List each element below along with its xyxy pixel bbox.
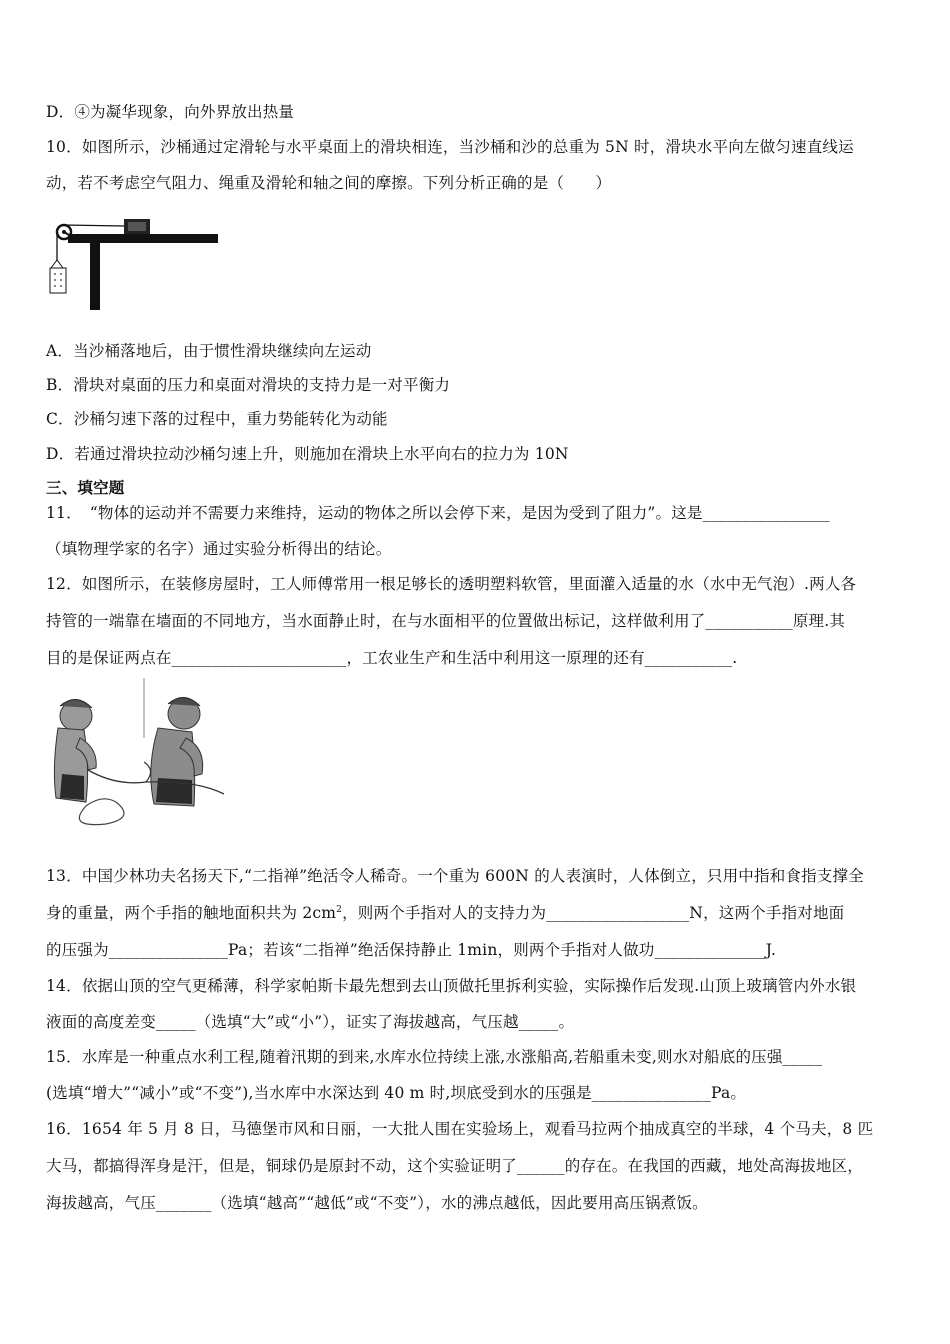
question-11-line-1: 11． “物体的运动并不需要力来维持，运动的物体之所以会停下来，是因为受到了阻力”。这是________________ [46,504,830,522]
option-10b: B．滑块对桌面的压力和桌面对滑块的支持力是一对平衡力 [46,376,451,394]
question-12-line-3: 目的是保证两点在______________________，工农业生产和生活中利用这一原理的还有___________. [46,649,738,667]
question-13-line-2-a: 身的重量，两个手指的触地面积共为 2cm [46,904,337,922]
workers-with-hose-illustration [46,678,228,828]
question-13-line-2-b: ，则两个手指对人的支持力为__________________N，这两个手指对地面 [342,904,845,922]
question-14-line-2: 液面的高度差变_____（选填“大”或“小”），证实了海拔越高，气压越_____。 [46,1013,575,1031]
option-9d: D．④为凝华现象，向外界放出热量 [46,103,295,121]
pulley-table-diagram [46,212,221,314]
question-12-line-2: 持管的一端靠在墙面的不同地方，当水面静止时，在与水面相平的位置做出标记，这样做利用了___________原理.其 [46,612,846,630]
question-11-line-2: （填物理学家的名字）通过实验分析得出的结论。 [46,540,392,558]
option-10a: A．当沙桶落地后，由于惯性滑块继续向左运动 [46,342,372,360]
option-10d: D．若通过滑块拉动沙桶匀速上升，则施加在滑块上水平向右的拉力为 10N [46,445,569,463]
option-10c: C．沙桶匀速下落的过程中，重力势能转化为动能 [46,410,388,428]
question-16-line-2: 大马，都搞得浑身是汗，但是，铜球仍是原封不动，这个实验证明了______的存在。在我国的西藏，地处高海拔地区， [46,1157,864,1175]
question-16-line-3: 海拔越高，气压_______（选填“越高”“越低”或“不变”），水的沸点越低，因此要用高压锅煮饭。 [46,1194,708,1212]
question-10-line-1: 10．如图所示，沙桶通过定滑轮与水平桌面上的滑块相连，当沙桶和沙的总重为 5N 时，滑块水平向左做匀速直线运 [46,138,854,156]
question-15-line-1: 15．水库是一种重点水利工程,随着汛期的到来,水库水位持续上涨,水涨船高,若船重未变,则水对船底的压强_____ [46,1048,823,1066]
question-12-line-1: 12．如图所示，在装修房屋时，工人师傅常用一根足够长的透明塑料软管，里面灌入适量的水（水中无气泡）.两人各 [46,575,857,593]
question-10-line-2: 动，若不考虑空气阻力、绳重及滑轮和轴之间的摩擦。下列分析正确的是（ ） [46,174,612,192]
question-15-line-2: (选填“增大”“减小”或“不变”),当水库中水深达到 40 m 时,坝底受到水的压强是_______________Pa。 [46,1084,747,1102]
question-14-line-1: 14．依据山顶的空气更稀薄，科学家帕斯卡最先想到去山顶做托里拆利实验，实际操作后发现.山顶上玻璃管内外水银 [46,977,857,995]
question-16-line-1: 16．1654 年 5 月 8 日，马德堡市风和日丽，一大批人围在实验场上，观看马拉两个抽成真空的半球，4 个马夫，8 匹 [46,1120,874,1138]
section-heading-fill-in: 三、填空题 [46,478,125,497]
question-13-line-1: 13．中国少林功夫名扬天下,“二指禅”绝活令人稀奇。一个重为 600N 的人表演时，人体倒立，只用中指和食指支撑全 [46,867,864,885]
question-13-line-3: 的压强为_______________Pa；若该“二指禅”绝活保持静止 1min，则两个手指对人做功______________J. [46,941,777,959]
question-13-line-2 [46,903,844,923]
superscript-2: 2 [336,904,343,915]
